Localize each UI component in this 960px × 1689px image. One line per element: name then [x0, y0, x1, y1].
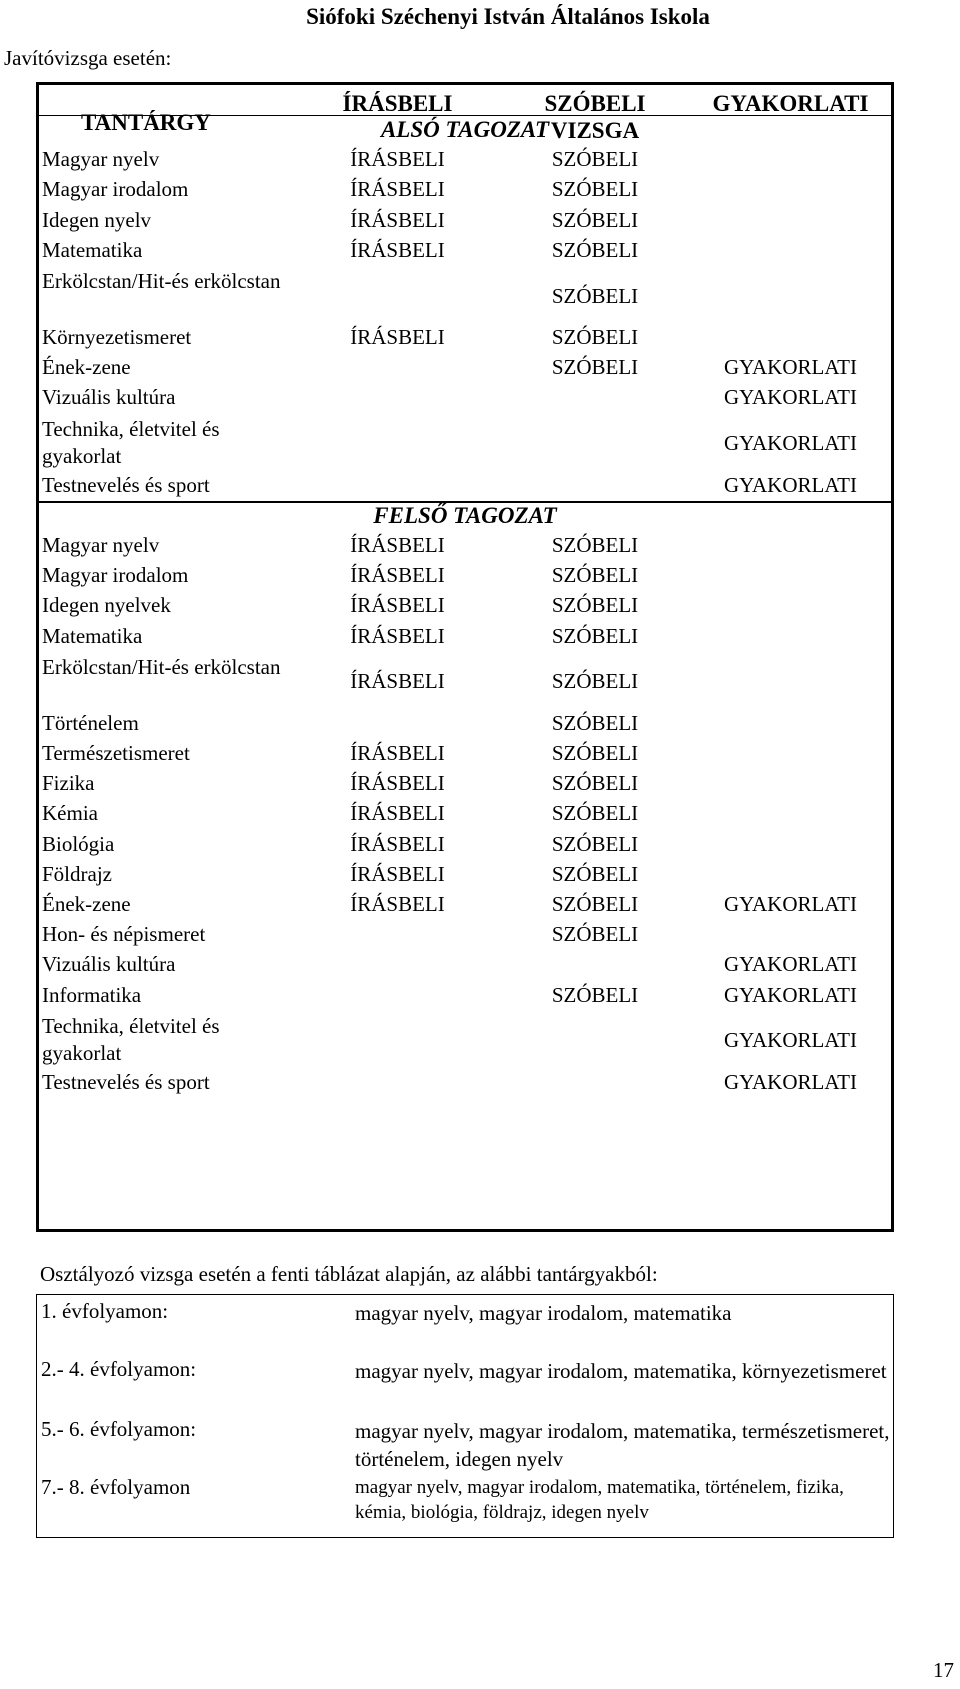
table-row: [39, 325, 891, 353]
grade-level: 1. évfolyamon:: [41, 1299, 169, 1323]
table-row: [39, 832, 891, 860]
oral-cell: SZÓBELI: [551, 771, 639, 796]
table-row: [39, 624, 891, 652]
oral-cell: SZÓBELI: [551, 669, 639, 694]
oral-cell: SZÓBELI: [551, 861, 639, 886]
subject-cell: Erkölcstan/Hit-és erkölcstan: [42, 269, 281, 293]
table-row: [39, 1070, 891, 1098]
oral-cell: SZÓBELI: [551, 892, 639, 916]
grade-subjects: magyar nyelv, magyar irodalom, matematika, történelem, fizika, kémia, biológia, földrajz, idegen nyelv: [355, 1477, 844, 1523]
written-cell: [295, 473, 500, 501]
practical-cell: [690, 325, 891, 353]
oral-cell: SZÓBELI: [551, 325, 639, 349]
written-cell: ÍRÁSBELI: [350, 207, 445, 232]
table-row: [39, 177, 891, 205]
table-row: [39, 892, 891, 920]
oral-cell: SZÓBELI: [551, 147, 639, 172]
subject-cell: Magyar nyelv: [42, 147, 160, 172]
written-cell: ÍRÁSBELI: [350, 861, 445, 886]
grade-row: [37, 1417, 893, 1473]
oral-cell: SZÓBELI: [551, 831, 639, 856]
subject-cell: Testnevelés és sport: [42, 472, 210, 497]
written-cell: ÍRÁSBELI: [350, 147, 445, 172]
grading-exam-intro: Osztályozó vizsga esetén a fenti táblázat alapján, az alábbi tantárgyakból:: [40, 1262, 658, 1286]
subject-cell: Vizuális kultúra: [42, 385, 176, 410]
written-cell: ÍRÁSBELI: [350, 593, 445, 618]
practical-cell: GYAKORLATI: [724, 431, 857, 456]
practical-cell: [690, 771, 891, 799]
subject-cell: Biológia: [42, 831, 115, 856]
subject-cell: Idegen nyelvek: [42, 593, 171, 618]
practical-cell: [690, 177, 891, 205]
exam-type-label: Javítóvizsga esetén:: [4, 46, 172, 70]
subject-cell: Környezetismeret: [42, 325, 192, 349]
written-cell: [295, 952, 500, 980]
practical-cell: GYAKORLATI: [724, 982, 857, 1007]
school-title: [0, 4, 960, 30]
subject-cell: Magyar nyelv: [42, 533, 160, 557]
table-row: [39, 355, 891, 383]
grading-exam-table: [36, 1294, 894, 1538]
subject-cell: Technika, életvitel és gyakorlat: [42, 416, 220, 468]
written-cell: [295, 711, 500, 739]
subject-cell: Természetismeret: [42, 741, 190, 765]
written-cell: ÍRÁSBELI: [350, 325, 445, 349]
oral-cell: SZÓBELI: [551, 741, 639, 765]
table-row: [39, 416, 891, 471]
subject-cell: Matematika: [42, 623, 143, 648]
subject-cell: Történelem: [42, 710, 139, 735]
table-row: [39, 563, 891, 591]
header-oral: SZÓBELI: [544, 91, 646, 116]
written-cell: ÍRÁSBELI: [350, 563, 445, 588]
oral-cell: SZÓBELI: [551, 922, 639, 947]
grade-row: [37, 1299, 893, 1327]
exam-subjects-table: [36, 82, 894, 1232]
oral-cell: SZÓBELI: [551, 593, 639, 618]
practical-cell: [690, 208, 891, 236]
oral-cell: [500, 385, 690, 413]
subject-cell: Testnevelés és sport: [42, 1069, 210, 1094]
subject-cell: Magyar irodalom: [42, 177, 189, 202]
practical-cell: GYAKORLATI: [724, 1069, 857, 1094]
grade-subjects: magyar nyelv, magyar irodalom, matematika, természetismeret, történelem, idegen nyelv: [355, 1419, 890, 1471]
grade-level: 5.- 6. évfolyamon:: [41, 1417, 197, 1441]
subject-cell: Vizuális kultúra: [42, 952, 176, 977]
written-cell: ÍRÁSBELI: [350, 801, 445, 826]
written-cell: ÍRÁSBELI: [350, 177, 445, 202]
table-row: [39, 741, 891, 769]
table-row: [39, 922, 891, 950]
subject-cell: Kémia: [42, 801, 98, 826]
table-row: [39, 147, 891, 175]
table-row: [39, 473, 891, 501]
practical-cell: GYAKORLATI: [724, 472, 857, 497]
practical-cell: [690, 741, 891, 769]
school-name: Siófoki Széchenyi István Általános Iskola: [306, 4, 710, 29]
written-cell: [295, 1070, 500, 1098]
oral-cell: SZÓBELI: [551, 207, 639, 232]
table-divider: [39, 115, 891, 116]
table-row: [39, 771, 891, 799]
page-number: 17: [933, 1658, 954, 1682]
written-cell: [295, 385, 500, 413]
oral-cell: [500, 952, 690, 980]
oral-cell: SZÓBELI: [551, 355, 639, 380]
subject-cell: Magyar irodalom: [42, 563, 189, 588]
subject-cell: Földrajz: [42, 861, 112, 886]
oral-cell: SZÓBELI: [551, 237, 639, 262]
oral-cell: SZÓBELI: [551, 801, 639, 826]
written-cell: [295, 355, 500, 383]
subject-cell: Ének-zene: [42, 892, 131, 916]
oral-cell: SZÓBELI: [551, 982, 639, 1007]
section-title: FELSŐ TAGOZAT: [373, 502, 557, 528]
practical-cell: [690, 593, 891, 621]
written-cell: ÍRÁSBELI: [350, 623, 445, 648]
oral-cell: [500, 1070, 690, 1098]
practical-cell: [690, 922, 891, 950]
grade-subjects: magyar nyelv, magyar irodalom, matematika: [355, 1301, 732, 1325]
practical-cell: GYAKORLATI: [724, 1028, 857, 1053]
written-cell: ÍRÁSBELI: [350, 771, 445, 796]
practical-cell: GYAKORLATI: [724, 892, 857, 916]
table-row: [39, 654, 891, 709]
header-written: ÍRÁSBELI: [342, 91, 453, 116]
grade-subjects: magyar nyelv, magyar irodalom, matematika, környezetismeret: [355, 1359, 887, 1383]
table-row: [39, 238, 891, 266]
table-row: [39, 385, 891, 413]
oral-cell: SZÓBELI: [551, 177, 639, 202]
table-row: [39, 1013, 891, 1068]
written-cell: ÍRÁSBELI: [350, 533, 445, 557]
header-subject: TANTÁRGY: [81, 110, 211, 135]
written-cell: ÍRÁSBELI: [350, 669, 445, 694]
table-row: [39, 801, 891, 829]
table-row: [39, 208, 891, 236]
written-cell: [295, 983, 500, 1011]
practical-cell: [690, 801, 891, 829]
practical-cell: [690, 832, 891, 860]
table-row: [39, 593, 891, 621]
subject-cell: Hon- és népismeret: [42, 922, 206, 947]
subject-cell: Informatika: [42, 982, 142, 1007]
table-row: [39, 533, 891, 561]
table-row: [39, 862, 891, 890]
grade-level: 2.- 4. évfolyamon:: [41, 1357, 197, 1381]
subject-cell: Idegen nyelv: [42, 207, 152, 232]
section-title: ALSÓ TAGOZAT: [380, 117, 550, 142]
written-cell: ÍRÁSBELI: [350, 831, 445, 856]
table-row: [39, 952, 891, 980]
written-cell: ÍRÁSBELI: [350, 741, 445, 765]
table-row: [39, 711, 891, 739]
subject-cell: Erkölcstan/Hit-és erkölcstan: [42, 654, 281, 679]
oral-cell: SZÓBELI: [551, 623, 639, 648]
oral-cell: SZÓBELI: [551, 710, 639, 735]
subject-cell: Fizika: [42, 771, 95, 796]
written-cell: [295, 922, 500, 950]
practical-cell: [690, 862, 891, 890]
written-cell: ÍRÁSBELI: [350, 237, 445, 262]
grade-row: [37, 1357, 893, 1385]
oral-cell: SZÓBELI: [551, 563, 639, 588]
written-cell: ÍRÁSBELI: [350, 892, 445, 916]
grade-row: [37, 1475, 893, 1525]
practical-cell: GYAKORLATI: [724, 385, 857, 410]
subject-cell: Technika, életvitel és gyakorlat: [42, 1013, 220, 1065]
oral-cell: [500, 473, 690, 501]
subject-cell: Matematika: [42, 237, 143, 262]
table-row: [39, 268, 891, 323]
header-practical: GYAKORLATI: [712, 91, 869, 116]
subject-cell: Ének-zene: [42, 355, 131, 380]
practical-cell: [690, 563, 891, 591]
table-row: [39, 983, 891, 1011]
oral-cell: SZÓBELI: [551, 533, 639, 557]
practical-cell: [690, 238, 891, 266]
practical-cell: [690, 624, 891, 652]
oral-cell: SZÓBELI: [551, 283, 639, 308]
grade-level: 7.- 8. évfolyamon: [41, 1475, 191, 1499]
practical-cell: [690, 711, 891, 739]
practical-cell: [690, 147, 891, 175]
practical-cell: GYAKORLATI: [724, 355, 857, 380]
header-exam: VIZSGA: [550, 118, 640, 143]
practical-cell: GYAKORLATI: [724, 952, 857, 977]
practical-cell: [690, 533, 891, 561]
